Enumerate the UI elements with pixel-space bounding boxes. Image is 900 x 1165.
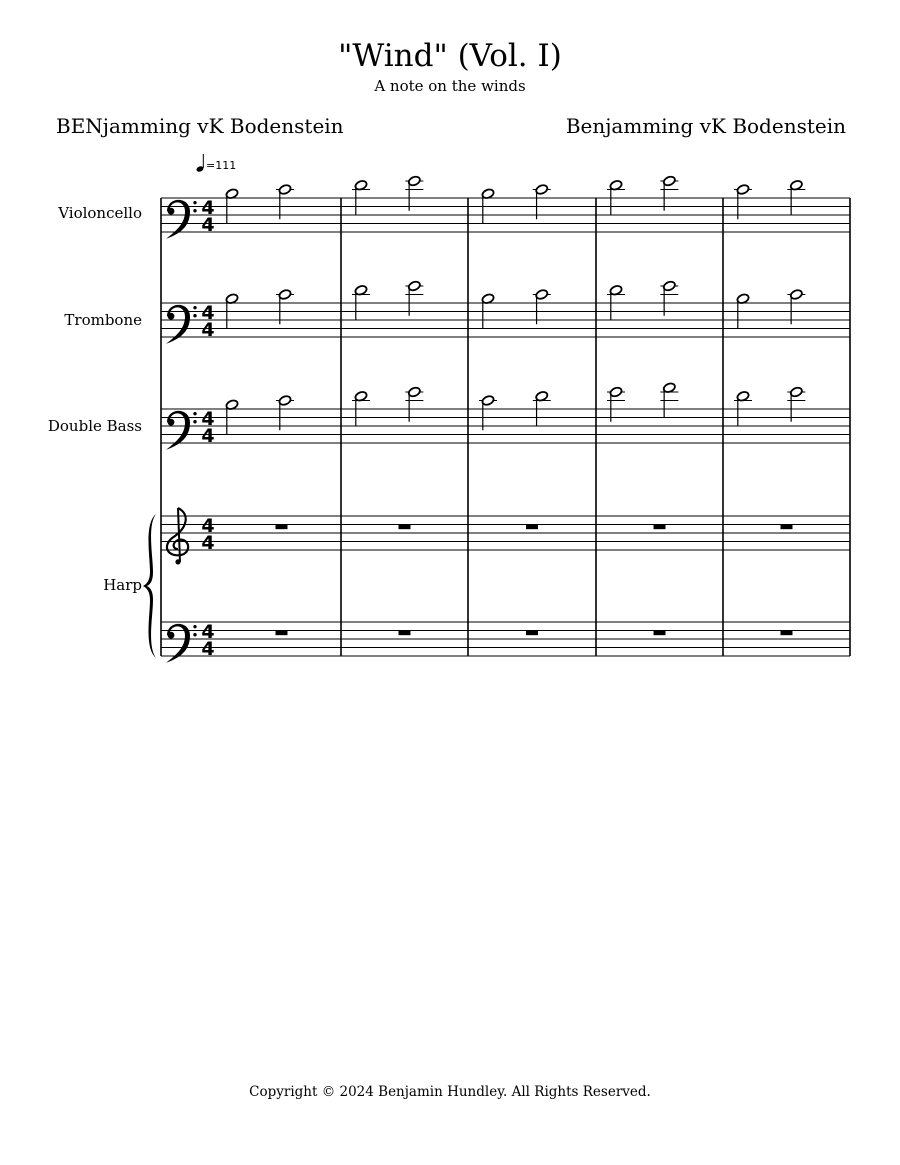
harp-brace bbox=[143, 514, 156, 658]
time-signature-digit: 4 bbox=[201, 515, 215, 537]
staff-3 bbox=[161, 516, 850, 550]
half-note bbox=[225, 293, 239, 329]
bass-clef-dot bbox=[193, 314, 196, 317]
time-signature bbox=[201, 302, 214, 341]
time-signature-digit: 4 bbox=[201, 319, 215, 341]
bass-clef-body bbox=[166, 200, 190, 239]
time-signature-digit: 4 bbox=[201, 638, 215, 660]
staff-1 bbox=[161, 303, 850, 337]
bass-clef-dot bbox=[193, 306, 196, 309]
staff-2 bbox=[161, 409, 850, 443]
bass-clef-blob bbox=[168, 208, 175, 215]
half-note bbox=[481, 293, 495, 329]
instrument-label-harp: Harp bbox=[103, 576, 142, 594]
treble-clef-tail bbox=[175, 559, 180, 564]
half-note bbox=[225, 188, 239, 224]
tempo-marking bbox=[196, 154, 237, 173]
half-note bbox=[481, 188, 495, 224]
time-signature-digit: 4 bbox=[201, 302, 215, 324]
time-signature-digit: 4 bbox=[201, 408, 215, 430]
bass-clef-body bbox=[166, 624, 190, 663]
half-note bbox=[225, 399, 239, 435]
half-note bbox=[405, 386, 423, 422]
time-signature-digit: 4 bbox=[201, 532, 215, 554]
half-note bbox=[660, 175, 678, 211]
time-signature-digit: 4 bbox=[201, 425, 215, 447]
bass-clef-dot bbox=[193, 201, 196, 204]
half-note bbox=[533, 289, 551, 325]
half-note bbox=[787, 289, 805, 325]
time-signature bbox=[201, 515, 214, 554]
bass-clef-dot bbox=[193, 412, 196, 415]
half-note bbox=[660, 280, 678, 316]
half-note bbox=[405, 175, 423, 211]
half-note bbox=[607, 179, 625, 215]
half-note bbox=[736, 293, 750, 329]
time-signature-digit: 4 bbox=[201, 214, 215, 236]
whole-rest bbox=[654, 525, 666, 530]
half-note bbox=[533, 390, 551, 426]
bass-clef-body bbox=[166, 411, 190, 450]
half-note bbox=[479, 395, 497, 431]
whole-rest bbox=[276, 525, 288, 530]
whole-rest bbox=[654, 631, 666, 636]
score-subtitle: A note on the winds bbox=[374, 77, 526, 95]
half-note bbox=[352, 284, 370, 320]
whole-rest bbox=[399, 525, 411, 530]
instrument-label-double-bass: Double Bass bbox=[47, 417, 142, 435]
half-note bbox=[276, 184, 294, 220]
whole-rest bbox=[781, 631, 793, 636]
time-signature bbox=[201, 408, 214, 447]
bass-clef-dot bbox=[193, 633, 196, 636]
half-note bbox=[734, 390, 752, 426]
time-signature-digit: 4 bbox=[201, 197, 215, 219]
half-note bbox=[276, 289, 294, 325]
bass-clef-body bbox=[166, 305, 190, 344]
whole-rest bbox=[526, 631, 538, 636]
bass-clef bbox=[166, 305, 197, 344]
half-note bbox=[352, 390, 370, 426]
half-note bbox=[787, 386, 805, 422]
bass-clef-dot bbox=[193, 625, 196, 628]
time-signature bbox=[201, 197, 214, 236]
half-note bbox=[607, 284, 625, 320]
bass-clef bbox=[166, 200, 197, 239]
instrument-label-violoncello: Violoncello bbox=[58, 204, 142, 222]
half-note bbox=[276, 395, 294, 431]
time-signature-digit: 4 bbox=[201, 621, 215, 643]
half-note bbox=[533, 184, 551, 220]
whole-rest bbox=[781, 525, 793, 530]
time-signature bbox=[201, 621, 214, 660]
half-note bbox=[787, 179, 805, 215]
staff-4 bbox=[161, 622, 850, 656]
half-note bbox=[660, 382, 678, 418]
bass-clef-dot bbox=[193, 209, 196, 212]
lyricist-credit: BENjamming vK Bodenstein bbox=[56, 114, 344, 138]
bass-clef-blob bbox=[168, 313, 175, 320]
half-note bbox=[607, 386, 625, 422]
copyright-notice: Copyright © 2024 Benjamin Hundley. All Rights Reserved. bbox=[249, 1084, 651, 1100]
whole-rest bbox=[526, 525, 538, 530]
half-note bbox=[734, 184, 752, 220]
whole-rest bbox=[399, 631, 411, 636]
instrument-label-trombone: Trombone bbox=[64, 311, 142, 329]
bass-clef-blob bbox=[168, 632, 175, 639]
bass-clef bbox=[166, 624, 197, 663]
bass-clef-blob bbox=[168, 419, 175, 426]
bass-clef bbox=[166, 411, 197, 450]
half-note bbox=[352, 179, 370, 215]
half-note bbox=[405, 280, 423, 316]
whole-rest bbox=[276, 631, 288, 636]
composer-credit: Benjamming vK Bodenstein bbox=[565, 114, 846, 138]
tempo-bpm: =111 bbox=[206, 159, 237, 172]
score-title: "Wind" (Vol. I) bbox=[338, 38, 562, 74]
bass-clef-dot bbox=[193, 420, 196, 423]
staff-0 bbox=[161, 198, 850, 232]
